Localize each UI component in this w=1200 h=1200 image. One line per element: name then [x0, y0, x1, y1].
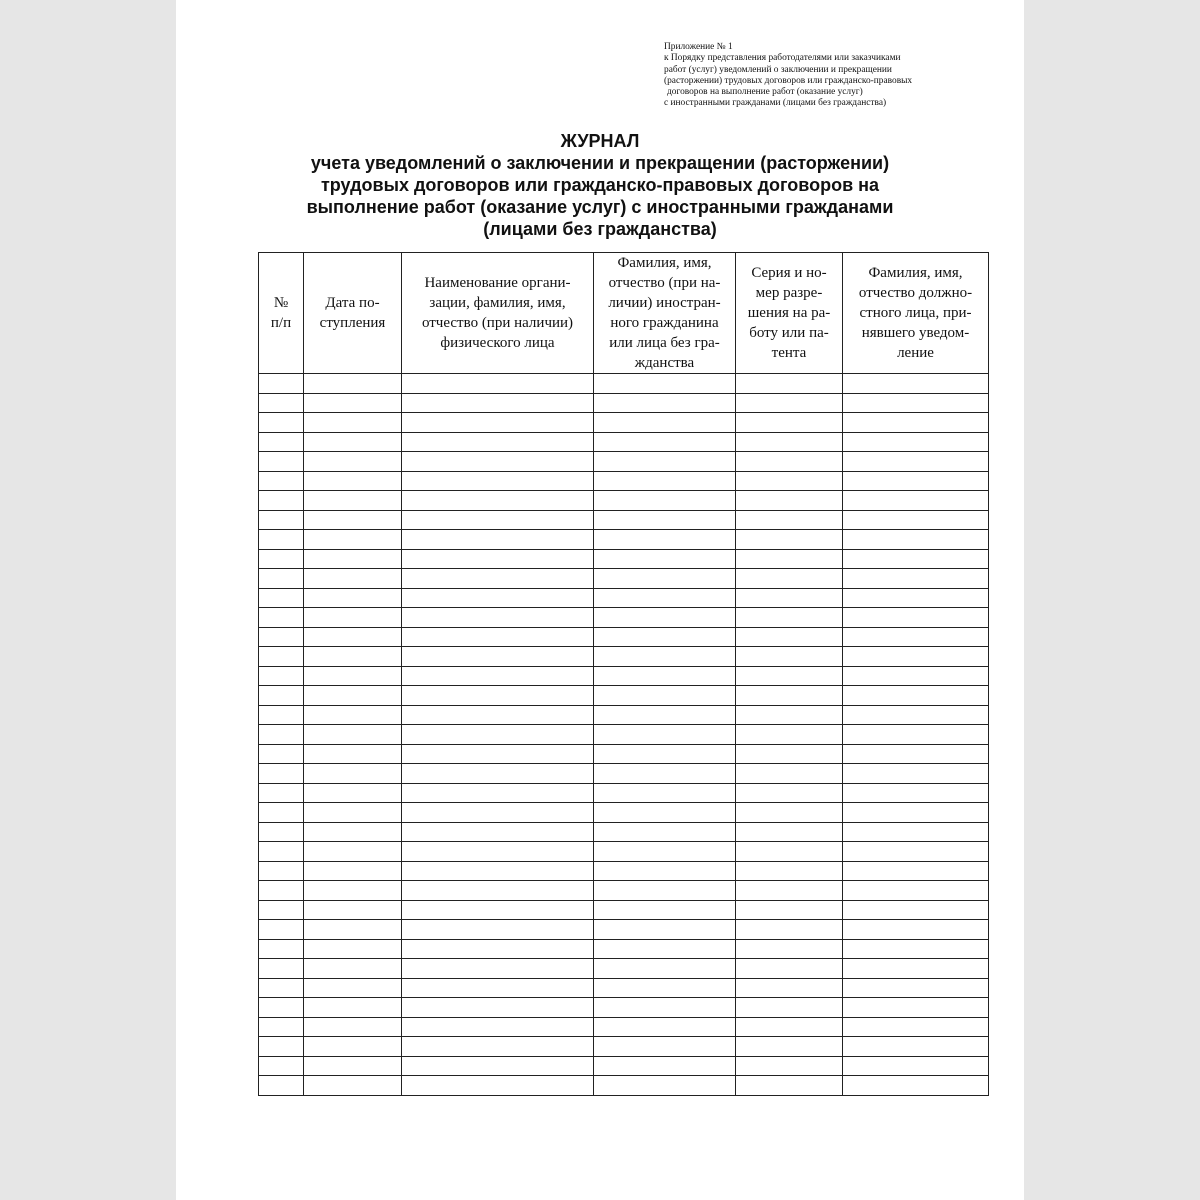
- table-row: [259, 432, 989, 452]
- table-cell: [594, 959, 736, 979]
- table-cell: [843, 1056, 989, 1076]
- table-cell: [843, 920, 989, 940]
- table-cell: [594, 881, 736, 901]
- table-row: [259, 588, 989, 608]
- table-cell: [259, 725, 304, 745]
- column-header-number: № п/п: [259, 253, 304, 374]
- table-cell: [843, 686, 989, 706]
- table-cell: [402, 920, 594, 940]
- table-cell: [736, 822, 843, 842]
- table-cell: [402, 510, 594, 530]
- table-cell: [843, 978, 989, 998]
- table-cell: [843, 569, 989, 589]
- table-cell: [259, 744, 304, 764]
- table-cell: [594, 998, 736, 1018]
- table-cell: [259, 549, 304, 569]
- table-cell: [402, 627, 594, 647]
- table-cell: [402, 939, 594, 959]
- table-cell: [736, 549, 843, 569]
- table-cell: [736, 471, 843, 491]
- table-cell: [594, 666, 736, 686]
- table-cell: [259, 705, 304, 725]
- table-cell: [843, 666, 989, 686]
- table-cell: [304, 705, 402, 725]
- table-cell: [843, 900, 989, 920]
- table-cell: [259, 471, 304, 491]
- table-cell: [402, 822, 594, 842]
- table-cell: [304, 549, 402, 569]
- table-cell: [402, 530, 594, 550]
- table-cell: [304, 471, 402, 491]
- table-row: [259, 900, 989, 920]
- table-cell: [843, 725, 989, 745]
- column-header-foreign-citizen: Фамилия, имя, отчество (при на- личии) иностран- ного гражданина или лица без гра- жданства: [594, 253, 736, 374]
- table-cell: [402, 783, 594, 803]
- table-cell: [594, 861, 736, 881]
- table-cell: [843, 374, 989, 394]
- table-cell: [304, 998, 402, 1018]
- appendix-note-line: к Порядку представления работодателями или заказчиками: [664, 53, 901, 64]
- table-cell: [402, 647, 594, 667]
- table-cell: [259, 803, 304, 823]
- table-cell: [304, 1037, 402, 1057]
- table-cell: [594, 452, 736, 472]
- table-cell: [259, 1037, 304, 1057]
- table-cell: [736, 764, 843, 784]
- title-line: выполнение работ (оказание услуг) с иностранными гражданами: [306, 197, 894, 217]
- table-row: [259, 627, 989, 647]
- table-row: [259, 705, 989, 725]
- table-cell: [259, 1076, 304, 1096]
- table-cell: [843, 471, 989, 491]
- column-header-permit-number: Серия и но- мер разре- шения на ра- боту или па- тента: [736, 253, 843, 374]
- table-cell: [304, 783, 402, 803]
- table-cell: [304, 374, 402, 394]
- table-row: [259, 783, 989, 803]
- table-cell: [594, 1076, 736, 1096]
- table-cell: [843, 393, 989, 413]
- table-row: [259, 803, 989, 823]
- table-cell: [594, 432, 736, 452]
- table-cell: [594, 1056, 736, 1076]
- title-line: (лицами без гражданства): [483, 219, 717, 239]
- table-cell: [736, 491, 843, 511]
- table-row: [259, 413, 989, 433]
- table-row: [259, 569, 989, 589]
- table-cell: [736, 432, 843, 452]
- table-cell: [402, 588, 594, 608]
- table-cell: [259, 764, 304, 784]
- table-cell: [259, 1017, 304, 1037]
- table-row: [259, 1037, 989, 1057]
- table-cell: [594, 920, 736, 940]
- table-row: [259, 686, 989, 706]
- table-row: [259, 647, 989, 667]
- table-cell: [304, 842, 402, 862]
- table-cell: [304, 393, 402, 413]
- table-row: [259, 939, 989, 959]
- table-cell: [843, 1037, 989, 1057]
- appendix-note: [664, 42, 994, 110]
- table-cell: [259, 842, 304, 862]
- appendix-note-line: Приложение № 1: [664, 42, 733, 52]
- table-cell: [594, 393, 736, 413]
- table-cell: [259, 627, 304, 647]
- table-row: [259, 393, 989, 413]
- table-cell: [736, 959, 843, 979]
- table-cell: [594, 725, 736, 745]
- table-cell: [594, 803, 736, 823]
- table-cell: [594, 647, 736, 667]
- table-cell: [736, 803, 843, 823]
- table-cell: [304, 1076, 402, 1096]
- document-title: [176, 130, 1024, 240]
- table-cell: [402, 725, 594, 745]
- table-row: [259, 725, 989, 745]
- table-cell: [594, 842, 736, 862]
- table-cell: [259, 686, 304, 706]
- table-cell: [259, 432, 304, 452]
- table-cell: [736, 374, 843, 394]
- table-cell: [304, 452, 402, 472]
- table-cell: [304, 959, 402, 979]
- column-header-date: Дата по- ступления: [304, 253, 402, 374]
- table-cell: [843, 1017, 989, 1037]
- table-cell: [304, 530, 402, 550]
- table-cell: [259, 530, 304, 550]
- table-cell: [259, 588, 304, 608]
- table-cell: [843, 432, 989, 452]
- table-cell: [402, 666, 594, 686]
- table-cell: [594, 939, 736, 959]
- table-cell: [402, 1037, 594, 1057]
- table-cell: [843, 588, 989, 608]
- table-cell: [304, 413, 402, 433]
- table-cell: [843, 1076, 989, 1096]
- table-cell: [736, 686, 843, 706]
- table-cell: [843, 861, 989, 881]
- table-cell: [259, 452, 304, 472]
- table-cell: [304, 725, 402, 745]
- table-cell: [402, 569, 594, 589]
- table-cell: [594, 686, 736, 706]
- table-row: [259, 881, 989, 901]
- table-cell: [304, 1056, 402, 1076]
- table-cell: [843, 822, 989, 842]
- table-cell: [736, 588, 843, 608]
- title-line: учета уведомлений о заключении и прекращении (расторжении): [310, 153, 890, 173]
- table-cell: [736, 920, 843, 940]
- table-cell: [736, 842, 843, 862]
- title-line: ЖУРНАЛ: [560, 131, 640, 151]
- table-cell: [259, 666, 304, 686]
- table-cell: [843, 705, 989, 725]
- journal-table: [258, 252, 989, 1096]
- table-row: [259, 452, 989, 472]
- table-cell: [594, 569, 736, 589]
- table-cell: [594, 374, 736, 394]
- table-cell: [594, 764, 736, 784]
- table-cell: [843, 608, 989, 628]
- table-row: [259, 491, 989, 511]
- table-cell: [402, 1076, 594, 1096]
- table-cell: [736, 1017, 843, 1037]
- table-row: [259, 822, 989, 842]
- table-cell: [402, 900, 594, 920]
- table-cell: [304, 432, 402, 452]
- table-cell: [259, 881, 304, 901]
- table-cell: [736, 1056, 843, 1076]
- table-cell: [594, 608, 736, 628]
- table-cell: [736, 861, 843, 881]
- table-cell: [594, 978, 736, 998]
- table-cell: [304, 510, 402, 530]
- table-cell: [259, 822, 304, 842]
- table-cell: [736, 1076, 843, 1096]
- table-cell: [259, 374, 304, 394]
- table-cell: [304, 1017, 402, 1037]
- table-cell: [736, 939, 843, 959]
- table-row: [259, 1017, 989, 1037]
- table-cell: [736, 705, 843, 725]
- table-cell: [736, 530, 843, 550]
- table-cell: [304, 881, 402, 901]
- table-row: [259, 920, 989, 940]
- table-cell: [736, 393, 843, 413]
- table-cell: [259, 900, 304, 920]
- table-row: [259, 764, 989, 784]
- appendix-note-line: с иностранными гражданами (лицами без гражданства): [664, 98, 887, 109]
- table-cell: [304, 920, 402, 940]
- table-cell: [736, 725, 843, 745]
- table-cell: [304, 764, 402, 784]
- table-cell: [304, 627, 402, 647]
- table-cell: [843, 744, 989, 764]
- table-cell: [304, 744, 402, 764]
- table-cell: [259, 939, 304, 959]
- table-cell: [736, 413, 843, 433]
- table-cell: [402, 549, 594, 569]
- table-cell: [594, 510, 736, 530]
- table-cell: [843, 530, 989, 550]
- table-cell: [402, 686, 594, 706]
- table-cell: [843, 647, 989, 667]
- table-cell: [402, 881, 594, 901]
- table-cell: [402, 471, 594, 491]
- table-cell: [594, 900, 736, 920]
- table-cell: [402, 608, 594, 628]
- table-cell: [304, 939, 402, 959]
- table-cell: [594, 1017, 736, 1037]
- table-cell: [843, 959, 989, 979]
- table-cell: [304, 900, 402, 920]
- table-cell: [736, 978, 843, 998]
- table-row: [259, 861, 989, 881]
- table-cell: [736, 783, 843, 803]
- table-cell: [259, 978, 304, 998]
- table-cell: [402, 452, 594, 472]
- table-row: [259, 666, 989, 686]
- table-cell: [259, 920, 304, 940]
- column-header-official: Фамилия, имя, отчество должно- стного лица, при- нявшего уведом- ление: [843, 253, 989, 374]
- title-line: трудовых договоров или гражданско-правовых договоров на: [320, 175, 880, 195]
- table-cell: [402, 1017, 594, 1037]
- table-cell: [736, 510, 843, 530]
- table-cell: [259, 569, 304, 589]
- table-cell: [259, 510, 304, 530]
- table-cell: [259, 647, 304, 667]
- table-cell: [843, 783, 989, 803]
- table-cell: [402, 491, 594, 511]
- appendix-note-line: договоров на выполнение работ (оказание услуг): [667, 87, 863, 98]
- table-cell: [594, 471, 736, 491]
- table-cell: [736, 452, 843, 472]
- table-cell: [259, 608, 304, 628]
- table-cell: [402, 705, 594, 725]
- table-cell: [843, 413, 989, 433]
- table-cell: [402, 842, 594, 862]
- table-row: [259, 978, 989, 998]
- table-cell: [843, 764, 989, 784]
- table-cell: [843, 627, 989, 647]
- table-cell: [259, 413, 304, 433]
- table-cell: [259, 1056, 304, 1076]
- table-body: [259, 374, 989, 1096]
- table-row: [259, 608, 989, 628]
- table-cell: [402, 978, 594, 998]
- table-cell: [736, 881, 843, 901]
- table-cell: [594, 588, 736, 608]
- table-cell: [594, 783, 736, 803]
- table-cell: [259, 959, 304, 979]
- table-row: [259, 842, 989, 862]
- table-row: [259, 1076, 989, 1096]
- table-cell: [402, 393, 594, 413]
- table-cell: [843, 881, 989, 901]
- table-row: [259, 959, 989, 979]
- table-cell: [304, 608, 402, 628]
- table-cell: [736, 666, 843, 686]
- table-cell: [736, 608, 843, 628]
- table-cell: [594, 549, 736, 569]
- appendix-note-line: работ (услуг) уведомлений о заключении и прекращении: [664, 64, 892, 75]
- table-cell: [843, 491, 989, 511]
- table-cell: [259, 393, 304, 413]
- table-cell: [843, 452, 989, 472]
- table-cell: [304, 647, 402, 667]
- table-cell: [843, 549, 989, 569]
- table-cell: [304, 588, 402, 608]
- table-cell: [594, 491, 736, 511]
- table-cell: [736, 1037, 843, 1057]
- table-cell: [402, 998, 594, 1018]
- table-cell: [843, 842, 989, 862]
- table-cell: [736, 998, 843, 1018]
- table-cell: [402, 413, 594, 433]
- table-cell: [304, 686, 402, 706]
- table-cell: [736, 569, 843, 589]
- table-cell: [594, 705, 736, 725]
- table-cell: [402, 803, 594, 823]
- table-cell: [736, 647, 843, 667]
- table-row: [259, 1056, 989, 1076]
- table-cell: [843, 803, 989, 823]
- table-cell: [736, 900, 843, 920]
- table-row: [259, 471, 989, 491]
- table-row: [259, 549, 989, 569]
- table-cell: [402, 374, 594, 394]
- table-row: [259, 998, 989, 1018]
- table-cell: [594, 822, 736, 842]
- table-cell: [594, 413, 736, 433]
- table-cell: [594, 1037, 736, 1057]
- table-cell: [736, 627, 843, 647]
- table-cell: [304, 803, 402, 823]
- table-cell: [594, 744, 736, 764]
- table-cell: [259, 783, 304, 803]
- table-header-row: [259, 253, 989, 374]
- table-cell: [843, 998, 989, 1018]
- table-cell: [402, 1056, 594, 1076]
- table-cell: [594, 530, 736, 550]
- table-cell: [259, 491, 304, 511]
- table-cell: [304, 569, 402, 589]
- table-cell: [402, 861, 594, 881]
- table-cell: [402, 764, 594, 784]
- table-cell: [402, 959, 594, 979]
- table-row: [259, 510, 989, 530]
- table-cell: [736, 744, 843, 764]
- table-row: [259, 374, 989, 394]
- table-row: [259, 744, 989, 764]
- table-cell: [402, 432, 594, 452]
- table-cell: [304, 666, 402, 686]
- table-cell: [402, 744, 594, 764]
- table-cell: [843, 939, 989, 959]
- table-cell: [259, 998, 304, 1018]
- appendix-note-line: (расторжении) трудовых договоров или гражданско-правовых: [664, 75, 913, 86]
- table-cell: [304, 861, 402, 881]
- column-header-organization: Наименование органи- зации, фамилия, имя, отчество (при наличии) физического лица: [402, 253, 594, 374]
- table-cell: [304, 822, 402, 842]
- table-cell: [259, 861, 304, 881]
- table-cell: [304, 491, 402, 511]
- document-page: [176, 0, 1024, 1200]
- table-row: [259, 530, 989, 550]
- table-cell: [304, 978, 402, 998]
- table-cell: [843, 510, 989, 530]
- table-cell: [594, 627, 736, 647]
